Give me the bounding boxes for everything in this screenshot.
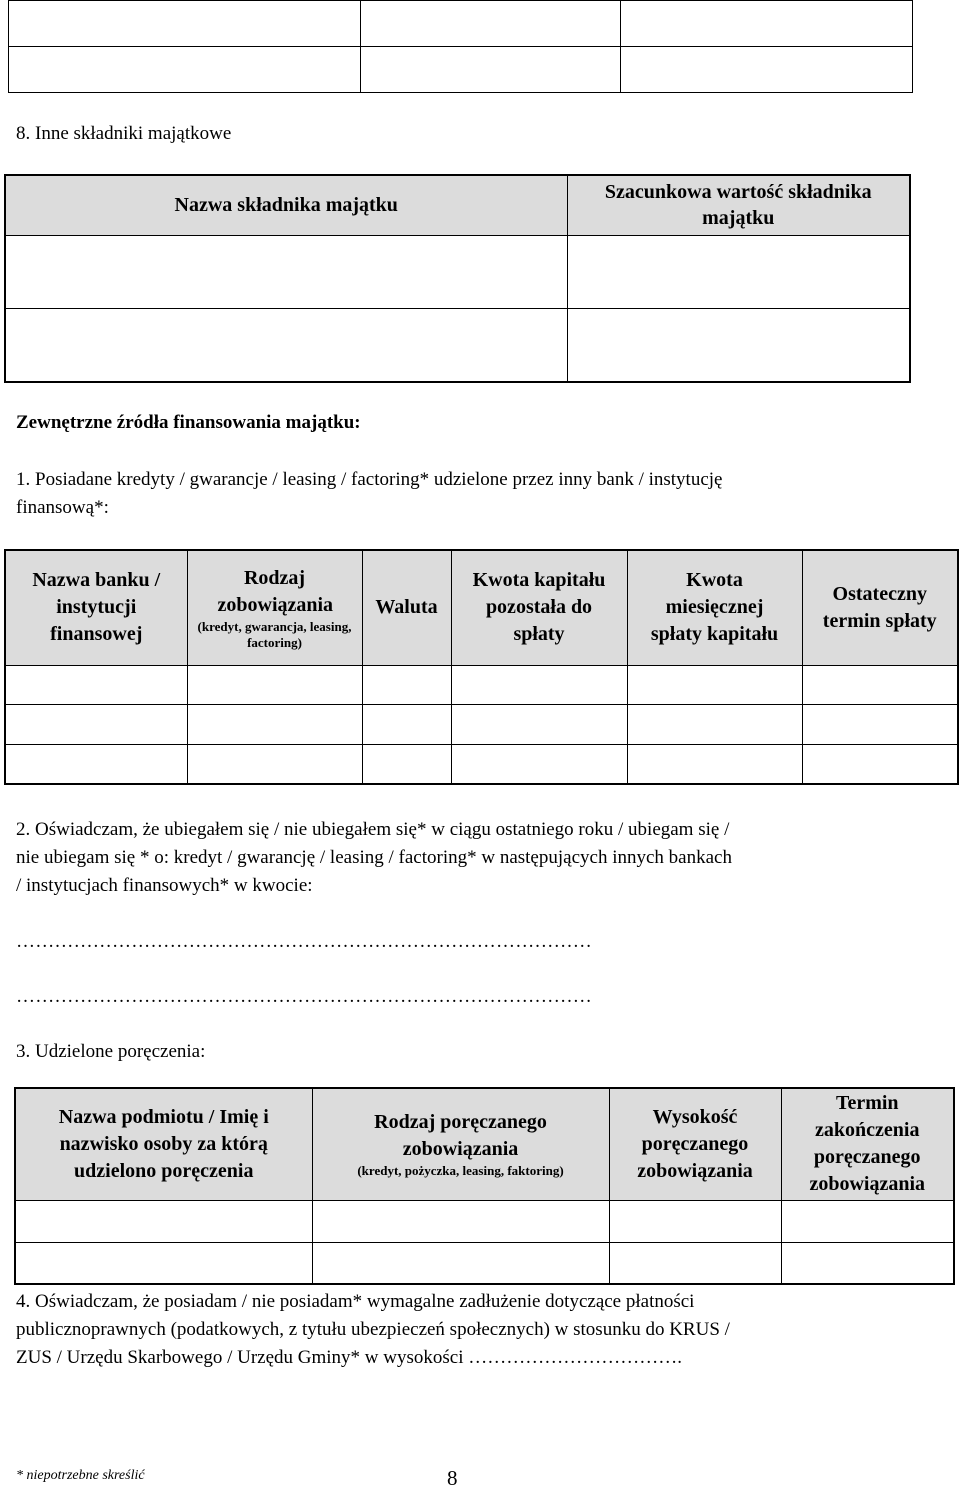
table-row <box>15 1200 954 1242</box>
amount-dotted-line-1[interactable]: ……………………………………………………………………………… <box>16 931 592 952</box>
amount-dotted-line-2[interactable]: ……………………………………………………………………………… <box>16 986 592 1007</box>
asset-value-cell[interactable] <box>567 308 910 382</box>
item-4-line-1: 4. Oświadczam, że posiadam / nie posiadam* wymagalne zadłużenie dotyczące płatności <box>16 1291 695 1312</box>
asset-name-cell[interactable] <box>5 235 567 308</box>
table-cell[interactable] <box>187 705 362 745</box>
table-cell[interactable] <box>5 744 187 784</box>
table-cell[interactable] <box>627 665 802 705</box>
liability-type-header <box>187 550 362 665</box>
item-3-heading: 3. Udzielone poręczenia: <box>16 1041 206 1062</box>
table-cell[interactable] <box>312 1242 609 1284</box>
guarantee-amount-header: Wysokość poręczanego zobowiązania <box>609 1088 781 1200</box>
footnote: * niepotrzebne skreślić <box>16 1468 145 1483</box>
asset-name-cell[interactable] <box>5 308 567 382</box>
guarantee-type-header <box>312 1088 609 1200</box>
table-row <box>5 665 958 705</box>
table-cell <box>9 47 361 93</box>
table-cell[interactable] <box>627 705 802 745</box>
table-cell[interactable] <box>781 1242 954 1284</box>
table-cell[interactable] <box>609 1242 781 1284</box>
table-row <box>5 705 958 745</box>
page-number: 8 <box>447 1466 458 1490</box>
table-cell[interactable] <box>802 705 958 745</box>
table-cell[interactable] <box>362 665 451 705</box>
guarantee-type-label: Rodzaj poręczanego zobowiązania <box>374 1111 547 1161</box>
guarantee-subject-header: Nazwa podmiotu / Imię i nazwisko osoby za którą udzielono poręczenia <box>15 1088 312 1200</box>
table-header-row <box>5 550 958 665</box>
table-cell <box>361 1 621 47</box>
guarantee-end-date-header: Termin zakończenia poręczanego zobowiązania <box>781 1088 954 1200</box>
currency-header: Waluta <box>362 550 451 665</box>
table-row <box>5 308 910 382</box>
liability-type-note: (kredyt, gwarancja, leasing, factoring) <box>197 618 352 650</box>
table-cell[interactable] <box>5 705 187 745</box>
table-cell[interactable] <box>451 705 627 745</box>
item-2-line-2: nie ubiegam się * o: kredyt / gwarancję / leasing / factoring* w następujących innych bankach <box>16 847 732 868</box>
item-2-line-1: 2. Oświadczam, że ubiegałem się / nie ubiegałem się* w ciągu ostatniego roku / ubiegam się / <box>16 819 730 840</box>
monthly-repayment-header: Kwota miesięcznej spłaty kapitału <box>627 550 802 665</box>
table-cell <box>621 47 913 93</box>
guarantees-table <box>14 1087 955 1285</box>
remaining-capital-header: Kwota kapitału pozostała do spłaty <box>451 550 627 665</box>
table-cell[interactable] <box>187 744 362 784</box>
table-cell[interactable] <box>451 665 627 705</box>
item-1-line-1: 1. Posiadane kredyty / gwarancje / leasing / factoring* udzielone przez inny bank / instytucję <box>16 469 723 490</box>
item-2-line-3: / instytucjach finansowych* w kwocie: <box>16 875 313 896</box>
table-cell[interactable] <box>15 1242 312 1284</box>
previous-table-fragment <box>8 0 913 93</box>
section-8-heading: 8. Inne składniki majątkowe <box>16 123 232 144</box>
table-cell <box>361 47 621 93</box>
table-cell[interactable] <box>627 744 802 784</box>
table-cell[interactable] <box>362 744 451 784</box>
table-row <box>5 744 958 784</box>
table-cell <box>621 1 913 47</box>
item-4-line-2: publicznoprawnych (podatkowych, z tytułu ubezpieczeń społecznych) w stosunku do KRUS / <box>16 1319 730 1340</box>
loans-table <box>4 549 959 785</box>
table-cell[interactable] <box>15 1200 312 1242</box>
asset-name-header: Nazwa składnika majątku <box>5 175 567 235</box>
table-cell[interactable] <box>187 665 362 705</box>
table-cell[interactable] <box>362 705 451 745</box>
table-cell[interactable] <box>802 744 958 784</box>
table-cell[interactable] <box>609 1200 781 1242</box>
liability-type-label: Rodzaj zobowiązania <box>217 566 334 616</box>
guarantee-type-note: (kredyt, pożyczka, leasing, faktoring) <box>357 1163 564 1179</box>
final-repayment-date-header: Ostateczny termin spłaty <box>802 550 958 665</box>
table-cell[interactable] <box>5 665 187 705</box>
item-1-line-2: finansową*: <box>16 497 109 518</box>
table-cell[interactable] <box>312 1200 609 1242</box>
table-row <box>5 235 910 308</box>
table-header-row <box>15 1088 954 1200</box>
asset-value-header: Szacunkowa wartość składnika majątku <box>567 175 910 235</box>
asset-value-cell[interactable] <box>567 235 910 308</box>
other-assets-table <box>4 174 911 383</box>
item-4-line-3: ZUS / Urzędu Skarbowego / Urzędu Gminy* w wysokości ……………………………. <box>16 1347 682 1368</box>
table-header-row <box>5 175 910 235</box>
table-cell <box>9 1 361 47</box>
table-cell[interactable] <box>781 1200 954 1242</box>
external-financing-heading: Zewnętrzne źródła finansowania majątku: <box>16 412 361 433</box>
bank-name-header: Nazwa banku / instytucji finansowej <box>5 550 187 665</box>
table-cell[interactable] <box>451 744 627 784</box>
table-row <box>15 1242 954 1284</box>
table-cell[interactable] <box>802 665 958 705</box>
